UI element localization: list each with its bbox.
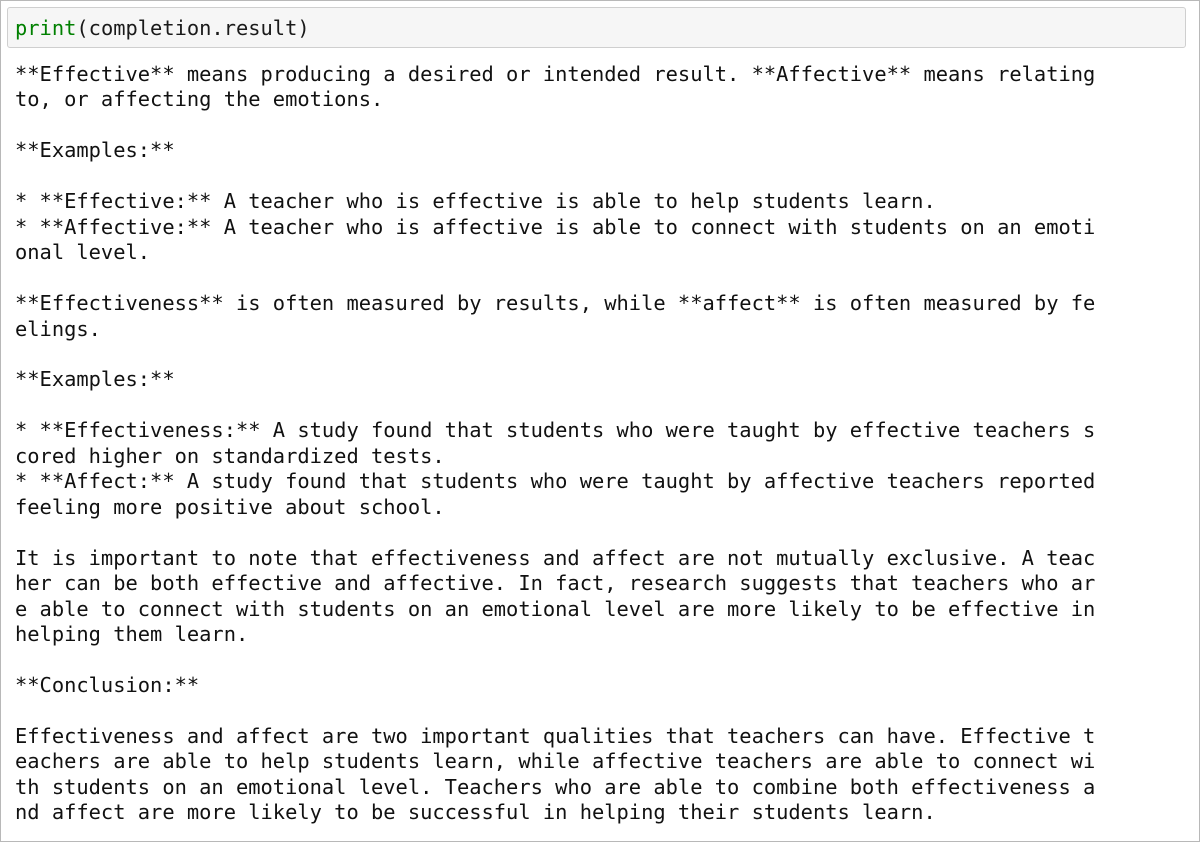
code-print-function: print (15, 16, 77, 40)
code-line[interactable] (15, 15, 310, 41)
code-arguments: (completion.result) (76, 16, 310, 40)
cell-output-text: **Effective** means producing a desired or intended result. **Affective** means relating to, or affecting the emotions. **Examples:** * **Effective:** A teacher who is effective is able to help students learn. * **Affective:** A teacher who is affective is able to connect with students on an emoti onal level. **Effectiveness** is often measured by results, while **affect** is often measured by fe elings. **Examples:** * **Effectiveness:** A study found that students who were taught by effective teachers s cored higher on standardized tests. * **Affect:** A study found that students who were taught by affective teachers reported feeling more positive about school. It is important to note that effectiveness and affect are not mutually exclusive. A teac her can be both effective and affective. In fact, research suggests that teachers who ar e able to connect with students on an emotional level are more likely to be effective in helping them learn. **Conclusion:** Effectiveness and affect are two important qualities that teachers can have. Effective t eachers are able to help students learn, while affective teachers are able to connect wi th students on an emotional level. Teachers who are able to combine both effectiveness a nd affect are more likely to be successful in helping their students learn. (15, 62, 1096, 825)
code-input-cell[interactable] (7, 7, 1186, 48)
